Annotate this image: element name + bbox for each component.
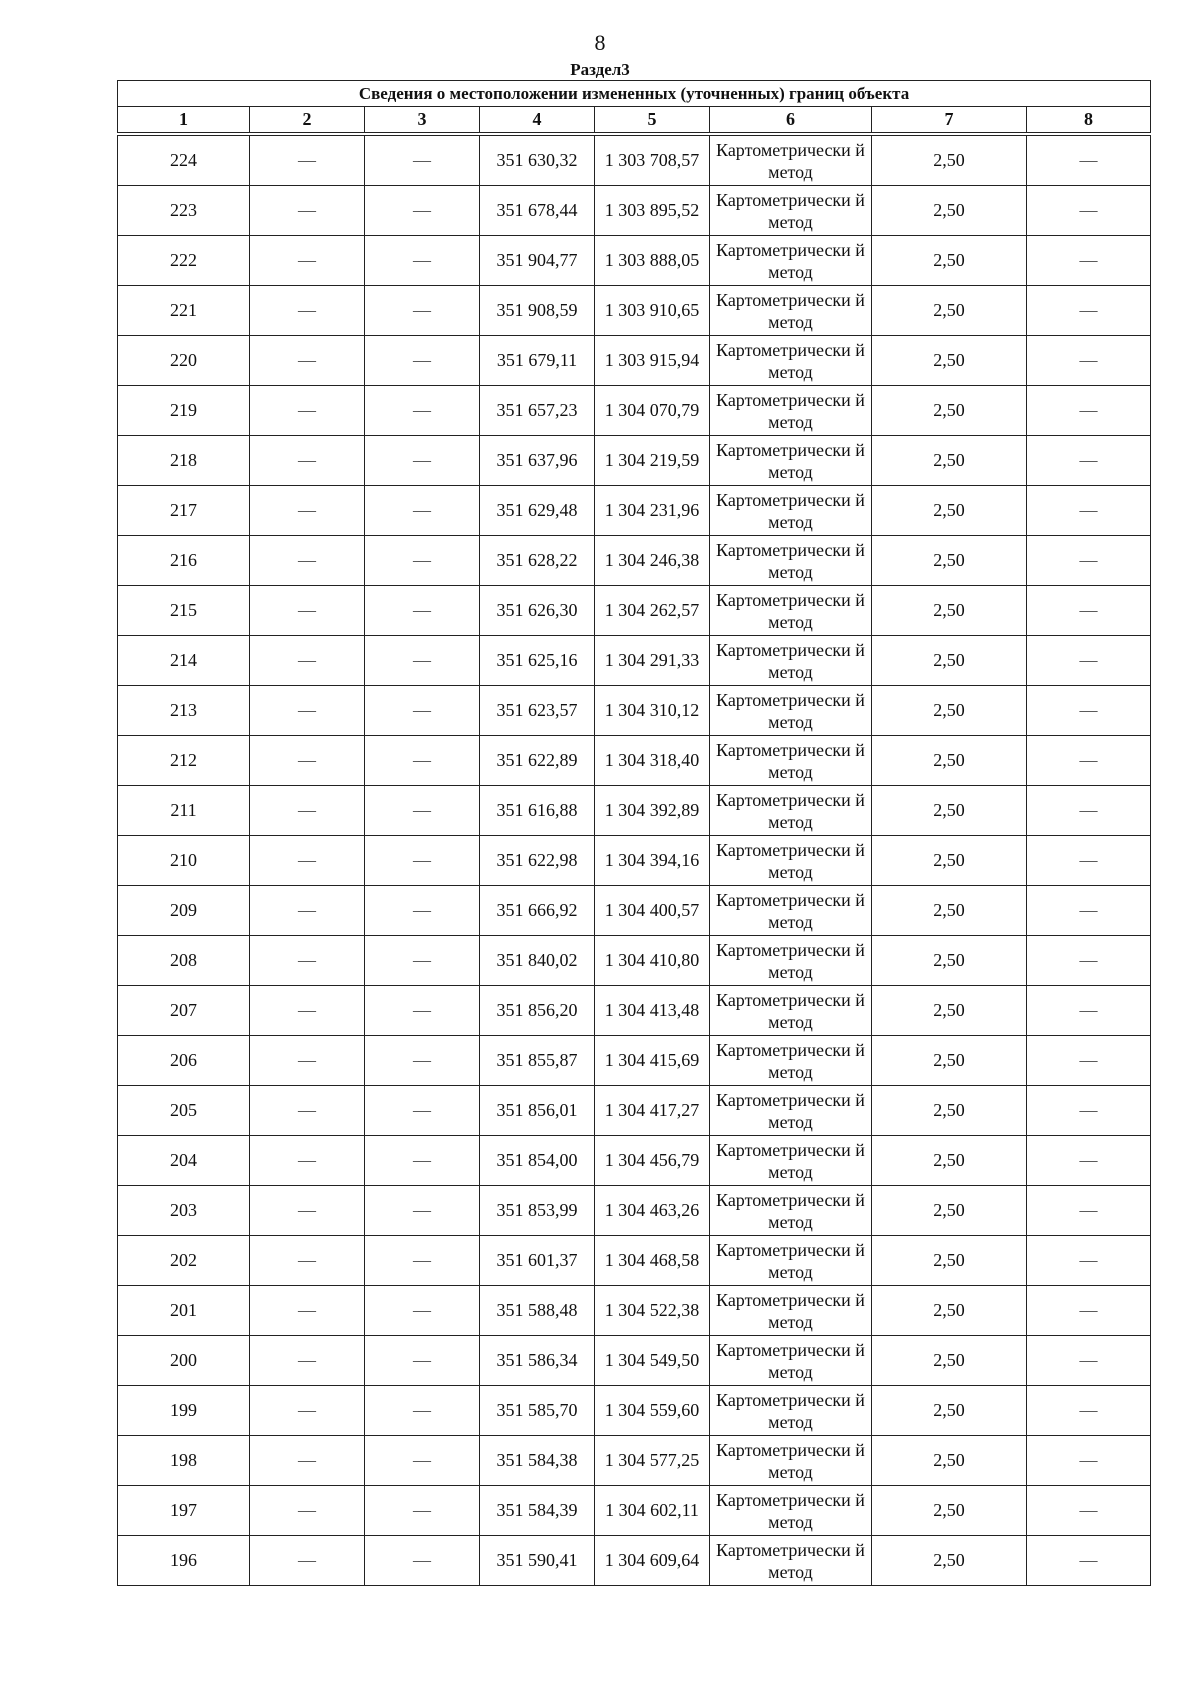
cell-col3: —	[365, 1086, 480, 1136]
cell-col2: —	[250, 836, 365, 886]
coord-y: 1 304 410,80	[595, 936, 710, 986]
coord-x: 351 588,48	[480, 1286, 595, 1336]
cell-col3: —	[365, 1286, 480, 1336]
coord-y: 1 304 609,64	[595, 1536, 710, 1586]
method: Картометрически й метод	[710, 1536, 872, 1586]
coord-x: 351 584,38	[480, 1436, 595, 1486]
cell-col2: —	[250, 586, 365, 636]
accuracy: 2,50	[872, 736, 1027, 786]
coord-y: 1 303 910,65	[595, 286, 710, 336]
cell-col8: —	[1027, 436, 1151, 486]
coord-y: 1 303 895,52	[595, 186, 710, 236]
table-row	[118, 936, 1151, 986]
coord-y: 1 304 070,79	[595, 386, 710, 436]
coord-x: 351 840,02	[480, 936, 595, 986]
point-number: 216	[118, 536, 250, 586]
table-header-row	[118, 107, 1151, 133]
point-number: 222	[118, 236, 250, 286]
table-row	[118, 586, 1151, 636]
table-row	[118, 986, 1151, 1036]
coord-y: 1 304 602,11	[595, 1486, 710, 1536]
cell-col2: —	[250, 1336, 365, 1386]
accuracy: 2,50	[872, 1286, 1027, 1336]
table-body	[118, 136, 1151, 1586]
column-header: 7	[872, 107, 1027, 133]
coord-x: 351 678,44	[480, 186, 595, 236]
point-number: 196	[118, 1536, 250, 1586]
table-row	[118, 786, 1151, 836]
method: Картометрически й метод	[710, 1036, 872, 1086]
cell-col2: —	[250, 336, 365, 386]
accuracy: 2,50	[872, 436, 1027, 486]
method: Картометрически й метод	[710, 336, 872, 386]
point-number: 202	[118, 1236, 250, 1286]
coord-y: 1 304 310,12	[595, 686, 710, 736]
coord-y: 1 304 463,26	[595, 1186, 710, 1236]
cell-col8: —	[1027, 1336, 1151, 1386]
cell-col3: —	[365, 636, 480, 686]
coord-x: 351 855,87	[480, 1036, 595, 1086]
cell-col3: —	[365, 136, 480, 186]
accuracy: 2,50	[872, 1486, 1027, 1536]
accuracy: 2,50	[872, 1436, 1027, 1486]
boundary-coordinates-table	[117, 80, 1151, 1586]
cell-col8: —	[1027, 1486, 1151, 1536]
point-number: 204	[118, 1136, 250, 1186]
section-title: Раздел3	[570, 60, 630, 79]
coord-x: 351 856,20	[480, 986, 595, 1036]
column-header: 1	[118, 107, 250, 133]
accuracy: 2,50	[872, 986, 1027, 1036]
cell-col2: —	[250, 286, 365, 336]
cell-col2: —	[250, 1036, 365, 1086]
point-number: 217	[118, 486, 250, 536]
coord-x: 351 625,16	[480, 636, 595, 686]
table-row	[118, 1086, 1151, 1136]
cell-col8: —	[1027, 186, 1151, 236]
accuracy: 2,50	[872, 486, 1027, 536]
point-number: 208	[118, 936, 250, 986]
method: Картометрически й метод	[710, 136, 872, 186]
cell-col2: —	[250, 1236, 365, 1286]
cell-col2: —	[250, 1486, 365, 1536]
cell-col8: —	[1027, 1036, 1151, 1086]
cell-col8: —	[1027, 1186, 1151, 1236]
coord-x: 351 679,11	[480, 336, 595, 386]
coord-y: 1 304 318,40	[595, 736, 710, 786]
coord-x: 351 666,92	[480, 886, 595, 936]
table-row	[118, 236, 1151, 286]
column-header: 8	[1027, 107, 1151, 133]
point-number: 206	[118, 1036, 250, 1086]
point-number: 207	[118, 986, 250, 1036]
cell-col3: —	[365, 1336, 480, 1386]
table-row	[118, 1336, 1151, 1386]
cell-col3: —	[365, 1486, 480, 1536]
coord-y: 1 304 468,58	[595, 1236, 710, 1286]
cell-col2: —	[250, 1136, 365, 1186]
method: Картометрически й метод	[710, 1336, 872, 1386]
table-row	[118, 436, 1151, 486]
coord-y: 1 304 417,27	[595, 1086, 710, 1136]
cell-col8: —	[1027, 386, 1151, 436]
table-row	[118, 386, 1151, 436]
cell-col8: —	[1027, 536, 1151, 586]
accuracy: 2,50	[872, 286, 1027, 336]
cell-col2: —	[250, 1536, 365, 1586]
cell-col8: —	[1027, 1386, 1151, 1436]
cell-col8: —	[1027, 1436, 1151, 1486]
table-row	[118, 736, 1151, 786]
column-header: 5	[595, 107, 710, 133]
table-row	[118, 1486, 1151, 1536]
coord-x: 351 628,22	[480, 536, 595, 586]
method: Картометрически й метод	[710, 736, 872, 786]
accuracy: 2,50	[872, 386, 1027, 436]
coord-y: 1 304 559,60	[595, 1386, 710, 1436]
coord-y: 1 304 246,38	[595, 536, 710, 586]
cell-col8: —	[1027, 136, 1151, 186]
cell-col2: —	[250, 686, 365, 736]
method: Картометрически й метод	[710, 1436, 872, 1486]
cell-col3: —	[365, 1236, 480, 1286]
coord-x: 351 584,39	[480, 1486, 595, 1536]
accuracy: 2,50	[872, 536, 1027, 586]
cell-col8: —	[1027, 936, 1151, 986]
cell-col8: —	[1027, 1536, 1151, 1586]
table-row	[118, 1386, 1151, 1436]
coord-x: 351 626,30	[480, 586, 595, 636]
coord-y: 1 303 915,94	[595, 336, 710, 386]
point-number: 213	[118, 686, 250, 736]
accuracy: 2,50	[872, 1236, 1027, 1286]
point-number: 203	[118, 1186, 250, 1236]
cell-col2: —	[250, 936, 365, 986]
coord-x: 351 904,77	[480, 236, 595, 286]
table-row	[118, 136, 1151, 186]
point-number: 197	[118, 1486, 250, 1536]
method: Картометрически й метод	[710, 986, 872, 1036]
cell-col2: —	[250, 986, 365, 1036]
coord-x: 351 622,98	[480, 836, 595, 886]
point-number: 211	[118, 786, 250, 836]
cell-col3: —	[365, 486, 480, 536]
cell-col3: —	[365, 536, 480, 586]
cell-col3: —	[365, 1536, 480, 1586]
cell-col2: —	[250, 536, 365, 586]
cell-col2: —	[250, 1386, 365, 1436]
cell-col3: —	[365, 1136, 480, 1186]
table-row	[118, 836, 1151, 886]
cell-col2: —	[250, 186, 365, 236]
cell-col8: —	[1027, 236, 1151, 286]
cell-col2: —	[250, 236, 365, 286]
method: Картометрически й метод	[710, 536, 872, 586]
coord-x: 351 629,48	[480, 486, 595, 536]
point-number: 223	[118, 186, 250, 236]
table-caption: Сведения о местоположении измененных (уточненных) границ объекта	[118, 81, 1151, 107]
cell-col3: —	[365, 236, 480, 286]
cell-col2: —	[250, 1086, 365, 1136]
coord-x: 351 622,89	[480, 736, 595, 786]
coord-x: 351 623,57	[480, 686, 595, 736]
accuracy: 2,50	[872, 1386, 1027, 1436]
cell-col8: —	[1027, 336, 1151, 386]
table-row	[118, 1286, 1151, 1336]
accuracy: 2,50	[872, 1136, 1027, 1186]
coord-y: 1 304 549,50	[595, 1336, 710, 1386]
point-number: 214	[118, 636, 250, 686]
method: Картометрически й метод	[710, 236, 872, 286]
cell-col3: —	[365, 436, 480, 486]
table-row	[118, 486, 1151, 536]
coord-x: 351 657,23	[480, 386, 595, 436]
cell-col3: —	[365, 1036, 480, 1086]
column-header: 3	[365, 107, 480, 133]
column-header: 6	[710, 107, 872, 133]
cell-col8: —	[1027, 686, 1151, 736]
accuracy: 2,50	[872, 936, 1027, 986]
table-row	[118, 886, 1151, 936]
coord-x: 351 586,34	[480, 1336, 595, 1386]
point-number: 198	[118, 1436, 250, 1486]
page-number: 8	[594, 30, 606, 55]
cell-col2: —	[250, 136, 365, 186]
method: Картометрически й метод	[710, 436, 872, 486]
method: Картометрически й метод	[710, 1186, 872, 1236]
point-number: 220	[118, 336, 250, 386]
table-row	[118, 1136, 1151, 1186]
coord-x: 351 590,41	[480, 1536, 595, 1586]
cell-col8: —	[1027, 836, 1151, 886]
cell-col3: —	[365, 786, 480, 836]
cell-col3: —	[365, 186, 480, 236]
coord-x: 351 853,99	[480, 1186, 595, 1236]
method: Картометрически й метод	[710, 636, 872, 686]
cell-col3: —	[365, 286, 480, 336]
point-number: 224	[118, 136, 250, 186]
cell-col2: —	[250, 786, 365, 836]
cell-col3: —	[365, 686, 480, 736]
accuracy: 2,50	[872, 786, 1027, 836]
cell-col8: —	[1027, 886, 1151, 936]
method: Картометрически й метод	[710, 1386, 872, 1436]
point-number: 209	[118, 886, 250, 936]
coord-y: 1 303 888,05	[595, 236, 710, 286]
table-row	[118, 286, 1151, 336]
column-header: 2	[250, 107, 365, 133]
cell-col8: —	[1027, 1086, 1151, 1136]
coord-x: 351 908,59	[480, 286, 595, 336]
method: Картометрически й метод	[710, 886, 872, 936]
method: Картометрически й метод	[710, 286, 872, 336]
coord-y: 1 304 456,79	[595, 1136, 710, 1186]
accuracy: 2,50	[872, 686, 1027, 736]
accuracy: 2,50	[872, 586, 1027, 636]
table-row	[118, 1036, 1151, 1086]
point-number: 210	[118, 836, 250, 886]
cell-col3: —	[365, 836, 480, 886]
accuracy: 2,50	[872, 236, 1027, 286]
point-number: 218	[118, 436, 250, 486]
cell-col8: —	[1027, 1136, 1151, 1186]
method: Картометрически й метод	[710, 836, 872, 886]
coord-x: 351 585,70	[480, 1386, 595, 1436]
point-number: 205	[118, 1086, 250, 1136]
accuracy: 2,50	[872, 1186, 1027, 1236]
method: Картометрически й метод	[710, 586, 872, 636]
method: Картометрически й метод	[710, 1136, 872, 1186]
method: Картометрически й метод	[710, 1236, 872, 1286]
cell-col8: —	[1027, 486, 1151, 536]
cell-col3: —	[365, 1386, 480, 1436]
cell-col2: —	[250, 886, 365, 936]
accuracy: 2,50	[872, 336, 1027, 386]
accuracy: 2,50	[872, 636, 1027, 686]
accuracy: 2,50	[872, 1086, 1027, 1136]
accuracy: 2,50	[872, 1036, 1027, 1086]
table-row	[118, 686, 1151, 736]
accuracy: 2,50	[872, 1336, 1027, 1386]
coord-y: 1 304 262,57	[595, 586, 710, 636]
point-number: 199	[118, 1386, 250, 1436]
coord-x: 351 637,96	[480, 436, 595, 486]
coord-y: 1 304 415,69	[595, 1036, 710, 1086]
table-row	[118, 1236, 1151, 1286]
cell-col8: —	[1027, 636, 1151, 686]
cell-col3: —	[365, 386, 480, 436]
cell-col8: —	[1027, 1286, 1151, 1336]
table-row	[118, 1536, 1151, 1586]
cell-col3: —	[365, 886, 480, 936]
point-number: 215	[118, 586, 250, 636]
coord-x: 351 616,88	[480, 786, 595, 836]
cell-col2: —	[250, 1186, 365, 1236]
accuracy: 2,50	[872, 886, 1027, 936]
table-row	[118, 536, 1151, 586]
coord-y: 1 303 708,57	[595, 136, 710, 186]
cell-col3: —	[365, 1186, 480, 1236]
coord-y: 1 304 400,57	[595, 886, 710, 936]
cell-col3: —	[365, 736, 480, 786]
method: Картометрически й метод	[710, 1086, 872, 1136]
coord-y: 1 304 219,59	[595, 436, 710, 486]
table-row	[118, 1436, 1151, 1486]
cell-col8: —	[1027, 736, 1151, 786]
accuracy: 2,50	[872, 1536, 1027, 1586]
method: Картометрически й метод	[710, 486, 872, 536]
coord-y: 1 304 413,48	[595, 986, 710, 1036]
cell-col8: —	[1027, 286, 1151, 336]
cell-col2: —	[250, 1286, 365, 1336]
cell-col2: —	[250, 436, 365, 486]
coord-y: 1 304 577,25	[595, 1436, 710, 1486]
cell-col8: —	[1027, 1236, 1151, 1286]
cell-col8: —	[1027, 786, 1151, 836]
cell-col8: —	[1027, 986, 1151, 1036]
cell-col2: —	[250, 386, 365, 436]
cell-col3: —	[365, 1436, 480, 1486]
column-header: 4	[480, 107, 595, 133]
cell-col3: —	[365, 986, 480, 1036]
point-number: 219	[118, 386, 250, 436]
cell-col3: —	[365, 936, 480, 986]
coord-x: 351 854,00	[480, 1136, 595, 1186]
cell-col2: —	[250, 1436, 365, 1486]
coord-y: 1 304 392,89	[595, 786, 710, 836]
table-row	[118, 1186, 1151, 1236]
coord-x: 351 601,37	[480, 1236, 595, 1286]
coord-y: 1 304 291,33	[595, 636, 710, 686]
cell-col8: —	[1027, 586, 1151, 636]
coord-x: 351 630,32	[480, 136, 595, 186]
method: Картометрически й метод	[710, 386, 872, 436]
point-number: 221	[118, 286, 250, 336]
method: Картометрически й метод	[710, 936, 872, 986]
cell-col3: —	[365, 336, 480, 386]
point-number: 201	[118, 1286, 250, 1336]
cell-col2: —	[250, 486, 365, 536]
method: Картометрически й метод	[710, 1486, 872, 1536]
method: Картометрически й метод	[710, 186, 872, 236]
coord-y: 1 304 522,38	[595, 1286, 710, 1336]
method: Картометрически й метод	[710, 786, 872, 836]
cell-col3: —	[365, 586, 480, 636]
coord-y: 1 304 231,96	[595, 486, 710, 536]
accuracy: 2,50	[872, 136, 1027, 186]
point-number: 212	[118, 736, 250, 786]
accuracy: 2,50	[872, 836, 1027, 886]
coord-x: 351 856,01	[480, 1086, 595, 1136]
coord-y: 1 304 394,16	[595, 836, 710, 886]
table-row	[118, 336, 1151, 386]
method: Картометрически й метод	[710, 1286, 872, 1336]
cell-col2: —	[250, 636, 365, 686]
point-number: 200	[118, 1336, 250, 1386]
cell-col2: —	[250, 736, 365, 786]
method: Картометрически й метод	[710, 686, 872, 736]
table-row	[118, 636, 1151, 686]
table-row	[118, 186, 1151, 236]
accuracy: 2,50	[872, 186, 1027, 236]
